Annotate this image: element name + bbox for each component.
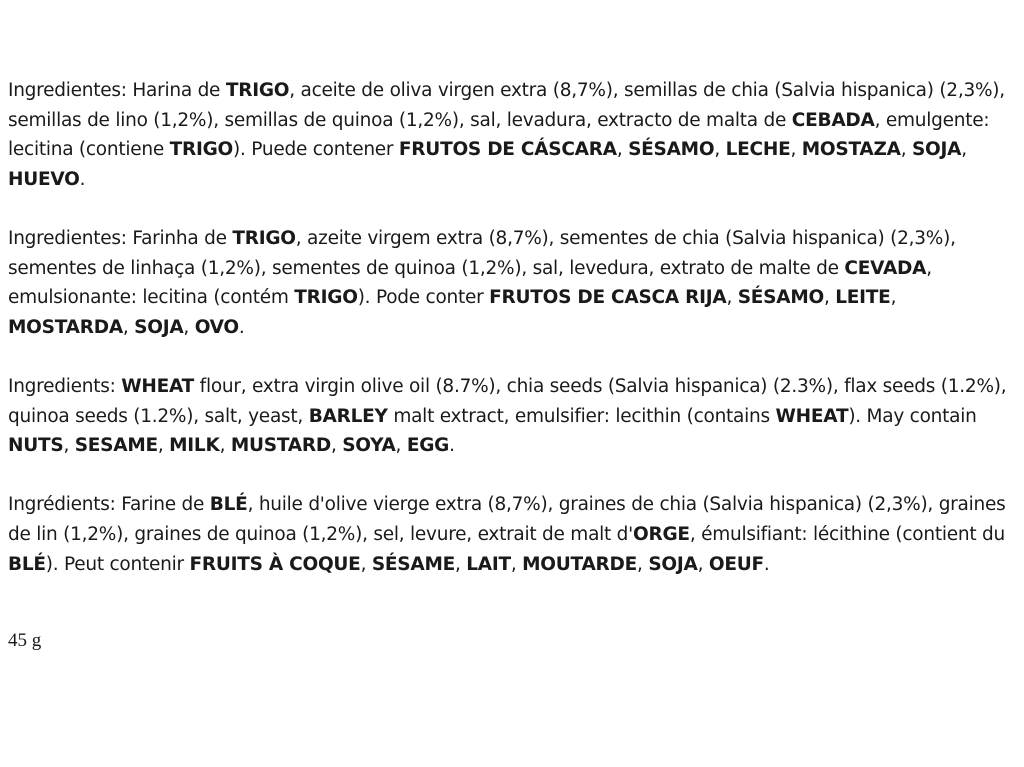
allergen-text: BLÉ — [209, 494, 248, 516]
allergen-text: CEBADA — [791, 109, 875, 131]
allergen-text: SOJA — [911, 139, 962, 161]
ingredient-text: , — [697, 553, 709, 575]
allergen-text: SÉSAMO — [737, 287, 824, 309]
ingredient-text: ). Pode conter — [357, 287, 490, 309]
allergen-text: MILK — [169, 435, 220, 457]
allergen-text: HUEVO — [8, 168, 80, 190]
ingredients-paragraph-en — [8, 372, 1020, 461]
ingredient-text: , — [637, 553, 649, 575]
ingredient-text: , aceite de oliva virgen extra (8,7%), semillas de chia (Salvia hispanica) (2,3%), semillas de lino (1,2%), semillas de quinoa (1,2%), sal, levadura, extracto de malta de — [8, 80, 1005, 131]
allergen-text: ORGE — [633, 523, 690, 545]
ingredient-text: , — [455, 553, 467, 575]
ingredient-text: , — [330, 435, 343, 457]
ingredient-text: , — [726, 287, 738, 309]
allergen-text: SOJA — [648, 553, 698, 575]
ingredient-text: Ingredients: — [8, 375, 122, 397]
ingredients-paragraph-es — [8, 76, 1020, 194]
ingredient-text: ). May contain — [848, 405, 977, 427]
ingredients-paragraph-fr — [8, 490, 1020, 579]
ingredient-text: , — [183, 316, 195, 338]
ingredient-text: ). Puede contener — [233, 139, 399, 161]
ingredient-text: , azeite virgem extra (8,7%), sementes de chia (Salvia hispanica) (2,3%), sementes de linhaça (1,2%), sementes de quinoa (1,2%), sal, levedura, extrato de malte de — [8, 227, 956, 279]
allergen-text: SÉSAME — [371, 553, 455, 575]
ingredient-text: flour, extra virgin olive oil (8.7%), chia seeds (Salvia hispanica) (2.3%), flax seeds (1.2%), quinoa seeds (1.2%), salt, yeast, — [8, 375, 1007, 427]
allergen-text: CEVADA — [844, 257, 927, 279]
ingredient-text: , — [714, 139, 726, 161]
ingredient-text: . — [763, 553, 770, 575]
ingredient-text: , — [122, 316, 135, 338]
ingredient-text: , — [616, 139, 629, 161]
ingredient-text: Ingredientes: Harina de — [8, 80, 226, 101]
allergen-text: WHEAT — [121, 375, 195, 397]
ingredients-document — [8, 76, 1020, 609]
ingredient-text: , emulgente: lecitina (contiene — [8, 109, 990, 161]
allergen-text: SOJA — [134, 316, 184, 338]
allergen-text: MOUTARDE — [522, 553, 638, 575]
allergen-text: BLÉ — [8, 553, 46, 575]
net-weight: 45 g — [8, 630, 42, 651]
ingredient-text: , — [510, 553, 523, 575]
ingredient-text: . — [79, 168, 86, 190]
ingredient-text: , — [890, 287, 897, 309]
ingredients-paragraph-pt — [8, 224, 1020, 342]
ingredient-text: , — [790, 139, 802, 161]
allergen-text: NUTS — [8, 435, 64, 457]
allergen-text: FRUITS À COQUE — [189, 553, 361, 575]
allergen-text: SOYA — [342, 435, 396, 457]
allergen-text: TRIGO — [294, 287, 358, 309]
allergen-text: TRIGO — [225, 80, 290, 101]
ingredient-text: ). Peut contenir — [45, 553, 190, 575]
ingredient-text: , huile d'olive vierge extra (8,7%), graines de chia (Salvia hispanica) (2,3%), graines de lin (1,2%), graines de quinoa (1,2%), sel, levure, extrait de malt d' — [8, 494, 1006, 545]
ingredient-text: . — [449, 435, 455, 457]
allergen-text: WHEAT — [775, 405, 849, 427]
allergen-text: OEUF — [708, 553, 764, 575]
ingredient-text: Ingrédients: Farine de — [8, 494, 210, 516]
allergen-text: FRUTOS DE CÁSCARA — [398, 139, 617, 161]
allergen-text: FRUTOS DE CASCA RIJA — [489, 287, 727, 309]
ingredient-text: . — [238, 316, 245, 338]
ingredient-text: , — [63, 435, 75, 457]
ingredient-text: , — [961, 139, 967, 161]
allergen-text: SÉSAMO — [628, 139, 715, 161]
ingredient-text: , — [219, 435, 231, 457]
allergen-text: OVO — [194, 316, 239, 338]
allergen-text: MOSTAZA — [801, 139, 901, 161]
ingredient-text: , — [360, 553, 372, 575]
allergen-text: MUSTARD — [230, 435, 331, 457]
allergen-text: SESAME — [74, 435, 158, 457]
allergen-text: BARLEY — [308, 405, 388, 427]
allergen-text: MOSTARDA — [8, 316, 123, 338]
ingredient-text: , — [900, 139, 912, 161]
allergen-text: TRIGO — [169, 139, 234, 161]
allergen-text: LAIT — [466, 553, 511, 575]
ingredient-text: , émulsifiant: lécithine (contient du — [689, 523, 1005, 545]
ingredient-text: malt extract, emulsifier: lecithin (contains — [387, 405, 776, 427]
ingredient-text: Ingredientes: Farinha de — [8, 227, 233, 249]
ingredient-text: , — [823, 287, 836, 309]
allergen-text: TRIGO — [232, 227, 296, 249]
ingredient-text: , — [395, 435, 407, 457]
allergen-text: EGG — [406, 435, 450, 457]
allergen-text: LEITE — [835, 287, 891, 309]
ingredient-text: , emulsionante: lecitina (contém — [8, 257, 932, 309]
ingredient-text: , — [157, 435, 170, 457]
allergen-text: LECHE — [725, 139, 791, 161]
